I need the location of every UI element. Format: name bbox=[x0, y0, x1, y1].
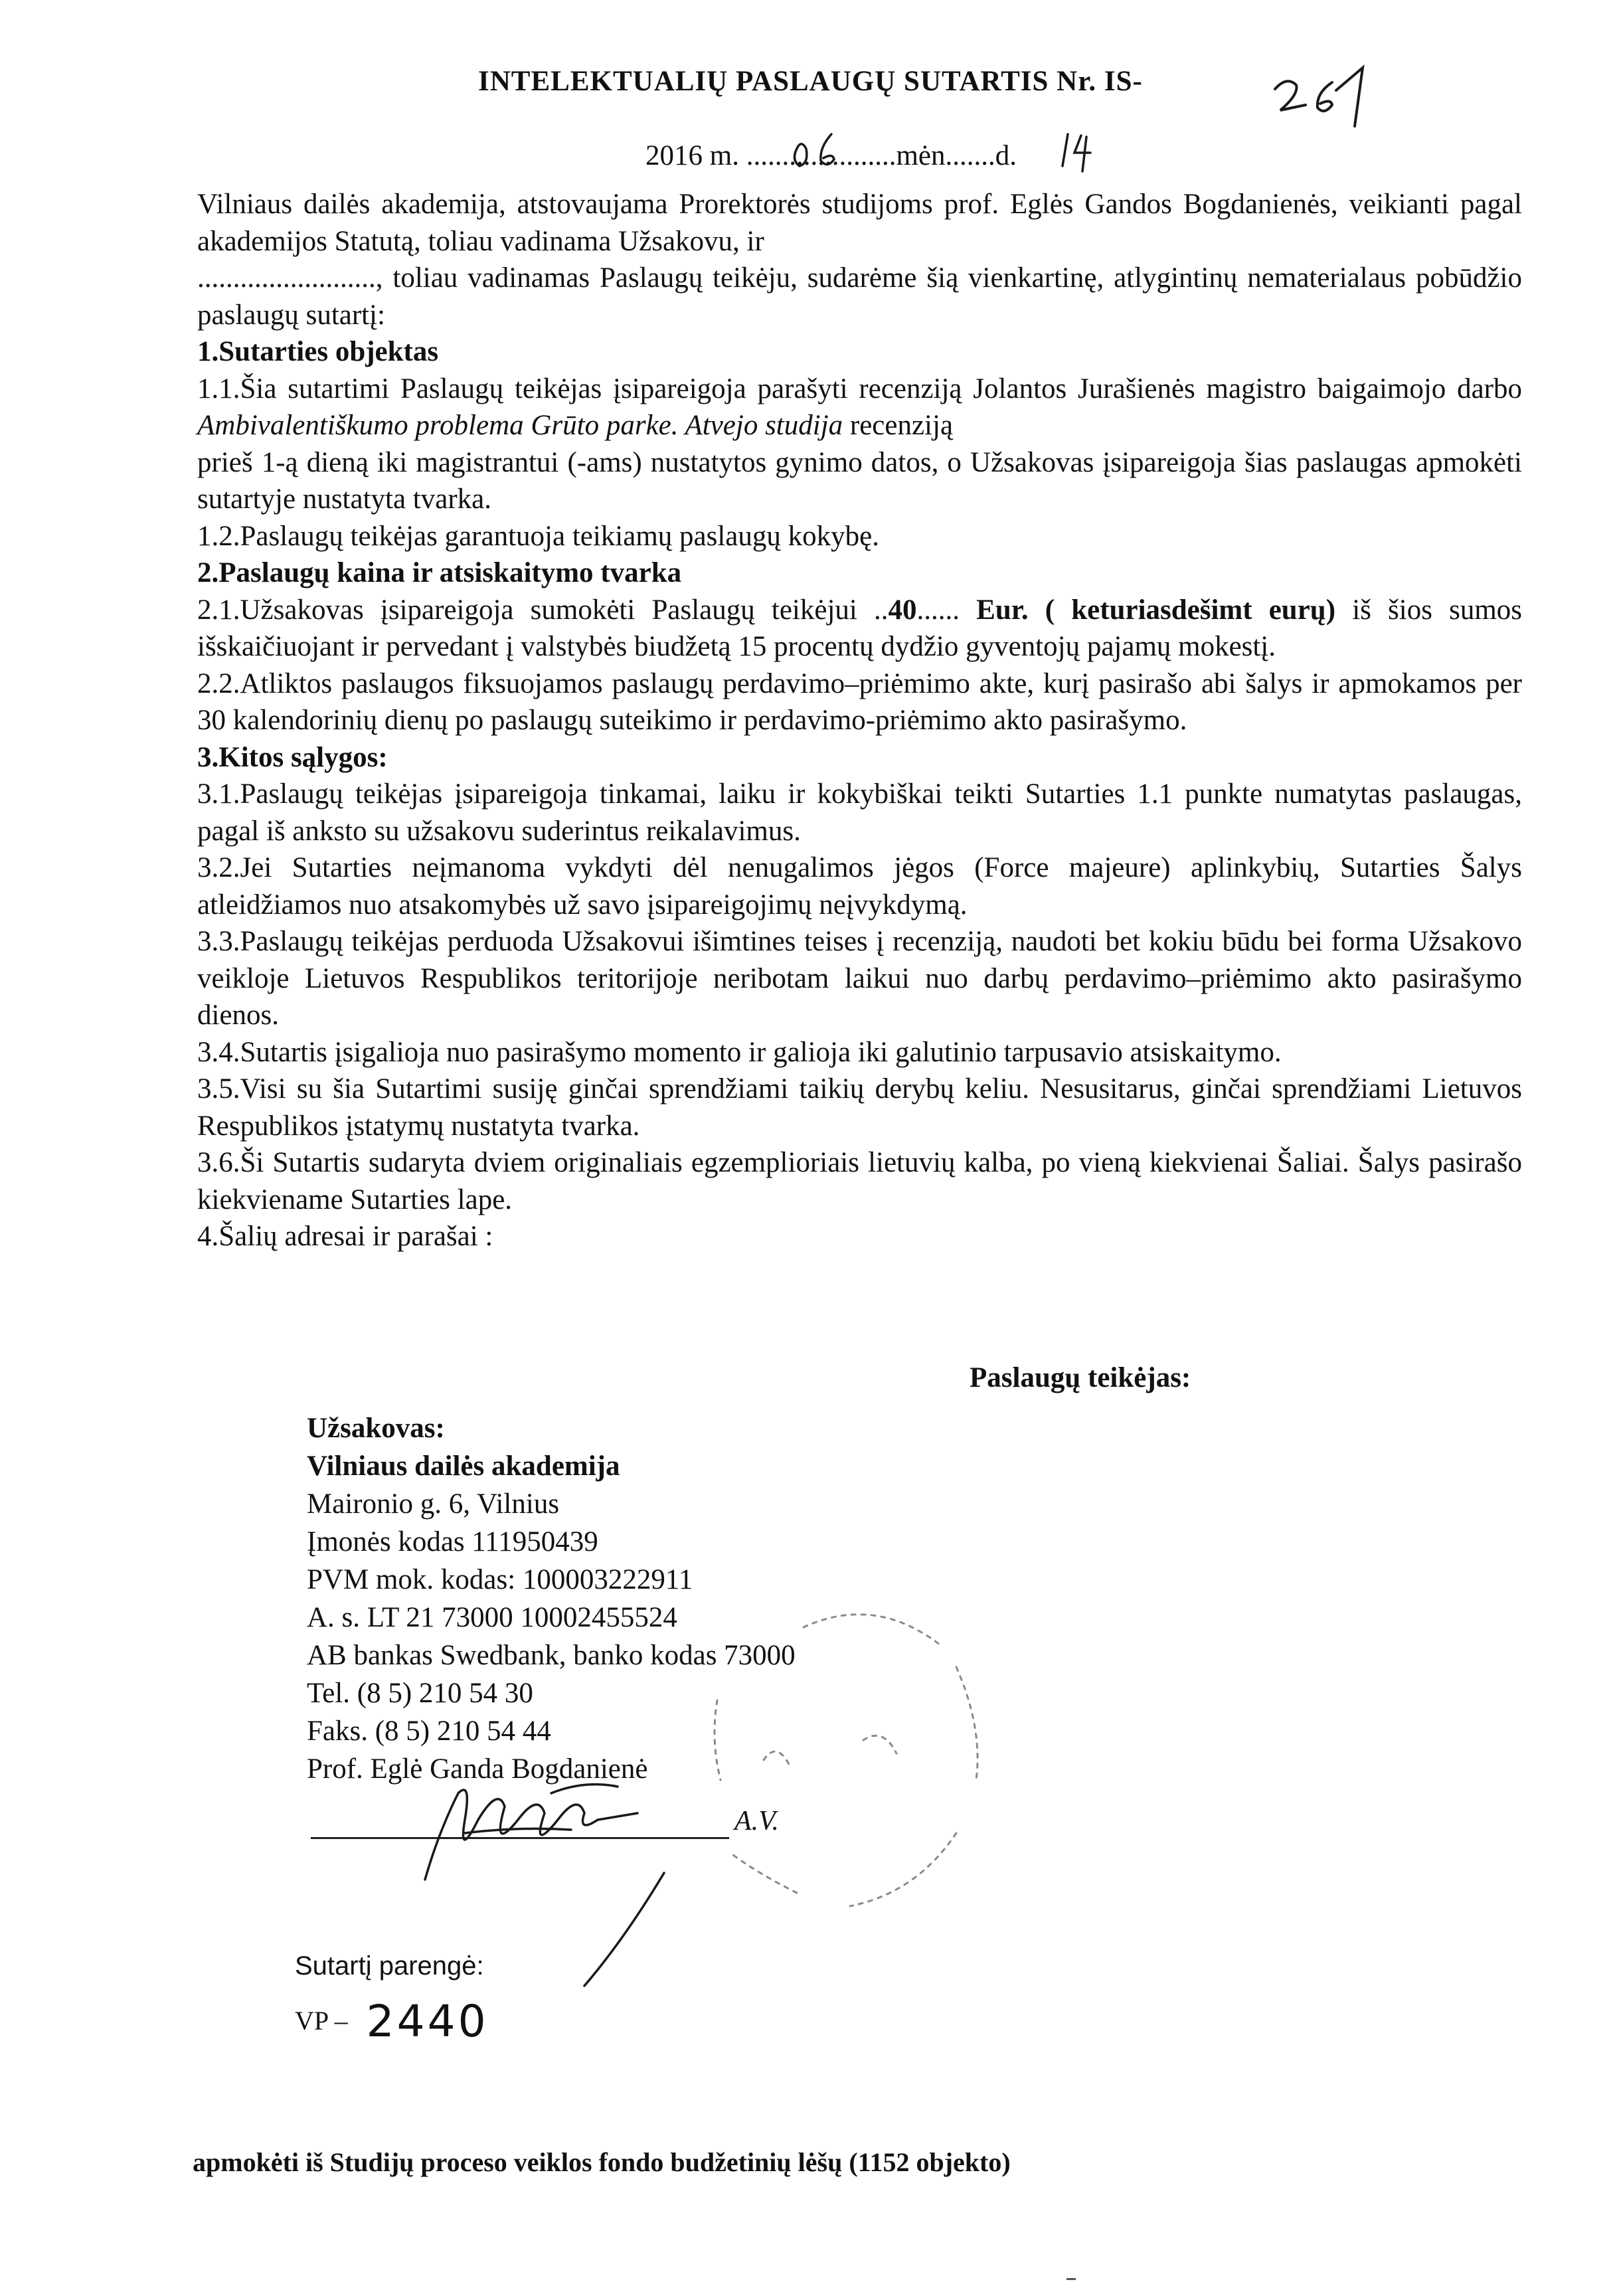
client-label: Užsakovas: bbox=[307, 1413, 445, 1444]
scan-speck bbox=[1066, 2278, 1076, 2280]
clause-3-4: 3.4.Sutartis įsigalioja nuo pasirašymo momento ir galioja iki galutinio tarpusavio atsiskaitymo. bbox=[197, 1036, 1282, 1068]
prepared-by-label: Sutartį parengė: bbox=[295, 1951, 484, 1981]
client-account: A. s. LT 21 73000 10002455524 bbox=[307, 1602, 677, 1633]
section-3-heading: 3.Kitos sąlygos: bbox=[197, 741, 388, 773]
clause-3-3: 3.3.Paslaugų teikėjas perduoda Užsakovui išimtines teises į recenziją, naudoti bet kokiu būdu bei forma Užsakovo veikloje Lietuvos Respublikos teritorijoje neribotam laikui nuo darbų perdavimo–priėmimo akto pasirašymo dienos. bbox=[197, 926, 1522, 1031]
vp-number-handwritten: 2440 bbox=[366, 1996, 489, 2047]
clause-2-2: 2.2.Atliktos paslaugos fiksuojamos paslaugų perdavimo–priėmimo akte, kurį pasirašo abi šalys ir apmokamos per 30 kalendorinių dienų po paslaugų suteikimo ir perdavimo-priėmimo akto pasirašymo. bbox=[197, 667, 1522, 736]
client-fax: Faks. (8 5) 210 54 44 bbox=[307, 1716, 551, 1747]
clause-1-2: 1.2.Paslaugų teikėjas garantuoja teikiamų paslaugų kokybę. bbox=[197, 520, 879, 552]
stamp-place-label: A.V. bbox=[734, 1806, 779, 1836]
contract-date: 2016 m. .....................mėn.......d. bbox=[645, 140, 1017, 171]
clause-2-1-tail: iš šios sumos išskaičiuojant ir pervedant į valstybės biudžetą 15 procentų dydžio gyventojų pajamų mokestį. bbox=[197, 594, 1522, 662]
section-2-heading: 2.Paslaugų kaina ir atsiskaitymo tvarka bbox=[197, 557, 682, 588]
clause-1-1-cont: prieš 1-ą dieną iki magistrantui (-ams) nustatytos gynimo datos, o Užsakovas įsipareigoja šias paslaugas apmokėti sutartyje nustatyta tvarka. bbox=[197, 446, 1522, 515]
client-company-code: Įmonės kodas 111950439 bbox=[307, 1526, 598, 1557]
intro-paragraph: Vilniaus dailės akademija, atstovaujama Prorektorės studijoms prof. Eglės Gandos Bogdanienės, veikianti pagal akademijos Statutą, toliau vadinama Užsakovu, ir bbox=[197, 189, 1522, 257]
vp-prefix: VP – bbox=[295, 2006, 348, 2036]
thesis-title: Ambivalentiškumo problema Grūto parke. Atvejo studija bbox=[197, 410, 843, 441]
funding-note: apmokėti iš Studijų proceso veiklos fondo budžetinių lėšų (1152 objekto) bbox=[193, 2147, 1011, 2177]
section-1-heading: 1.Sutarties objektas bbox=[197, 336, 439, 367]
section-4-heading: 4.Šalių adresai ir parašai : bbox=[197, 1221, 493, 1252]
provider-label: Paslaugų teikėjas: bbox=[970, 1362, 1191, 1393]
vp-line bbox=[295, 1989, 489, 2047]
clause-3-2: 3.2.Jei Sutarties neįmanoma vykdyti dėl nenugalimos jėgos (Force majeure) aplinkybių, Sutarties Šalys atleidžiamos nuo atsakomybės už savo įsipareigojimų neįvykdymą. bbox=[197, 852, 1522, 921]
fee-amount: 40 bbox=[888, 594, 917, 626]
clause-1-1-text: 1.1.Šia sutartimi Paslaugų teikėjas įsipareigoja parašyti recenziją Jolantos Jurašienės magistro baigaimojo darbo bbox=[197, 373, 1522, 404]
clause-3-6: 3.6.Ši Sutartis sudaryta dviem originaliais egzemplioriais lietuvių kalba, po vieną kiekvienai Šaliai. Šalys pasirašo kiekviename Sutarties lape. bbox=[197, 1147, 1522, 1215]
fee-dots: ...... bbox=[916, 594, 960, 626]
contract-title: INTELEKTUALIŲ PASLAUGŲ SUTARTIS Nr. IS- bbox=[478, 66, 1143, 97]
clause-3-5: 3.5.Visi su šia Sutartimi susiję ginčai sprendžiami taikių derybų keliu. Nesusitarus, ginčai sprendžiami Lietuvos Respublikos įstatymų nustatyta tvarka. bbox=[197, 1073, 1522, 1142]
client-vat-code: PVM mok. kodas: 100003222911 bbox=[307, 1564, 693, 1595]
clause-3-1: 3.1.Paslaugų teikėjas įsipareigoja tinkamai, laiku ir kokybiškai teikti Sutarties 1.1 punkte numatytas paslaugas, pagal iš anksto su užsakovu suderintus reikalavimus. bbox=[197, 778, 1522, 847]
client-bank: AB bankas Swedbank, banko kodas 73000 bbox=[307, 1640, 796, 1671]
intro-paragraph-2: ........................., toliau vadinamas Paslaugų teikėju, sudarėme šią vienkartinę, atlygintinų nematerialaus pobūdžio paslaugų sutartį: bbox=[197, 262, 1522, 331]
client-name: Vilniaus dailės akademija bbox=[307, 1451, 620, 1482]
clause-2-1-text: 2.1.Užsakovas įsipareigoja sumokėti Paslaugų teikėjui .. bbox=[197, 594, 889, 626]
clause-1-1-tail: recenziją bbox=[843, 410, 954, 441]
client-address: Maironio g. 6, Vilnius bbox=[307, 1488, 560, 1520]
client-signatory: Prof. Eglė Ganda Bogdanienė bbox=[307, 1753, 648, 1785]
fee-words: Eur. ( keturiasdešimt eurų) bbox=[976, 594, 1336, 626]
client-tel: Tel. (8 5) 210 54 30 bbox=[307, 1678, 533, 1709]
stamp-impression bbox=[715, 1615, 978, 1906]
